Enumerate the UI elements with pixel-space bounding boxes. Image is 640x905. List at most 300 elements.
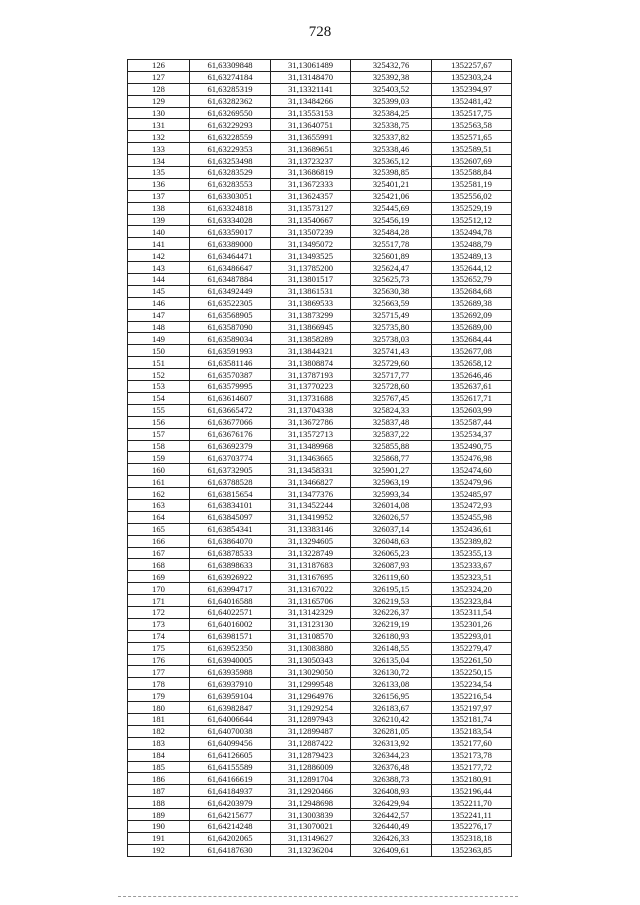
point-number-cell: 157 bbox=[128, 428, 190, 440]
point-number-cell: 143 bbox=[128, 262, 190, 274]
y-coordinate-cell: 1352652,79 bbox=[432, 274, 512, 286]
y-coordinate-cell: 1352234,54 bbox=[432, 678, 512, 690]
x-coordinate-cell: 325445,69 bbox=[351, 202, 432, 214]
y-coordinate-cell: 1352581,19 bbox=[432, 178, 512, 190]
table-row bbox=[128, 404, 512, 416]
table-row bbox=[128, 571, 512, 583]
table-row bbox=[128, 511, 512, 523]
point-number-cell: 164 bbox=[128, 511, 190, 523]
point-number-cell: 162 bbox=[128, 488, 190, 500]
longitude-cell: 31,13731688 bbox=[271, 392, 351, 404]
y-coordinate-cell: 1352279,47 bbox=[432, 642, 512, 654]
x-coordinate-cell: 325517,78 bbox=[351, 238, 432, 250]
longitude-cell: 31,13540667 bbox=[271, 214, 351, 226]
longitude-cell: 31,13785200 bbox=[271, 262, 351, 274]
y-coordinate-cell: 1352216,54 bbox=[432, 690, 512, 702]
point-number-cell: 152 bbox=[128, 369, 190, 381]
coordinates-table bbox=[127, 59, 512, 857]
y-coordinate-cell: 1352455,98 bbox=[432, 511, 512, 523]
longitude-cell: 31,13858289 bbox=[271, 333, 351, 345]
y-coordinate-cell: 1352276,17 bbox=[432, 821, 512, 833]
table-row bbox=[128, 678, 512, 690]
longitude-cell: 31,13463665 bbox=[271, 452, 351, 464]
latitude-cell: 61,63665472 bbox=[190, 404, 271, 416]
point-number-cell: 140 bbox=[128, 226, 190, 238]
latitude-cell: 61,63274184 bbox=[190, 71, 271, 83]
x-coordinate-cell: 326183,67 bbox=[351, 702, 432, 714]
point-number-cell: 150 bbox=[128, 345, 190, 357]
latitude-cell: 61,63389000 bbox=[190, 238, 271, 250]
table-row bbox=[128, 666, 512, 678]
longitude-cell: 31,13801517 bbox=[271, 274, 351, 286]
x-coordinate-cell: 326429,94 bbox=[351, 797, 432, 809]
latitude-cell: 61,64016588 bbox=[190, 595, 271, 607]
longitude-cell: 31,13507239 bbox=[271, 226, 351, 238]
longitude-cell: 31,13723237 bbox=[271, 155, 351, 167]
x-coordinate-cell: 325837,22 bbox=[351, 428, 432, 440]
table-row bbox=[128, 107, 512, 119]
y-coordinate-cell: 1352644,12 bbox=[432, 262, 512, 274]
y-coordinate-cell: 1352692,09 bbox=[432, 309, 512, 321]
table-row bbox=[128, 214, 512, 226]
table-row bbox=[128, 749, 512, 761]
longitude-cell: 31,13624357 bbox=[271, 190, 351, 202]
x-coordinate-cell: 325399,03 bbox=[351, 95, 432, 107]
longitude-cell: 31,12887422 bbox=[271, 737, 351, 749]
table-row bbox=[128, 523, 512, 535]
y-coordinate-cell: 1352183,54 bbox=[432, 725, 512, 737]
table-row bbox=[128, 725, 512, 737]
point-number-cell: 169 bbox=[128, 571, 190, 583]
table-row bbox=[128, 167, 512, 179]
longitude-cell: 31,13553153 bbox=[271, 107, 351, 119]
latitude-cell: 61,63229353 bbox=[190, 143, 271, 155]
table-row bbox=[128, 83, 512, 95]
longitude-cell: 31,13070021 bbox=[271, 821, 351, 833]
y-coordinate-cell: 1352261,50 bbox=[432, 654, 512, 666]
point-number-cell: 184 bbox=[128, 749, 190, 761]
latitude-cell: 61,63522305 bbox=[190, 297, 271, 309]
x-coordinate-cell: 326210,42 bbox=[351, 713, 432, 725]
longitude-cell: 31,13050343 bbox=[271, 654, 351, 666]
latitude-cell: 61,63864070 bbox=[190, 535, 271, 547]
longitude-cell: 31,12948698 bbox=[271, 797, 351, 809]
point-number-cell: 135 bbox=[128, 167, 190, 179]
latitude-cell: 61,63994717 bbox=[190, 583, 271, 595]
latitude-cell: 61,63937910 bbox=[190, 678, 271, 690]
point-number-cell: 148 bbox=[128, 321, 190, 333]
table-row bbox=[128, 559, 512, 571]
latitude-cell: 61,63940005 bbox=[190, 654, 271, 666]
latitude-cell: 61,63581146 bbox=[190, 357, 271, 369]
latitude-cell: 61,64022571 bbox=[190, 606, 271, 618]
y-coordinate-cell: 1352684,44 bbox=[432, 333, 512, 345]
longitude-cell: 31,13123130 bbox=[271, 618, 351, 630]
x-coordinate-cell: 326037,14 bbox=[351, 523, 432, 535]
y-coordinate-cell: 1352684,68 bbox=[432, 285, 512, 297]
point-number-cell: 178 bbox=[128, 678, 190, 690]
point-number-cell: 151 bbox=[128, 357, 190, 369]
x-coordinate-cell: 325630,38 bbox=[351, 285, 432, 297]
point-number-cell: 161 bbox=[128, 476, 190, 488]
x-coordinate-cell: 325421,06 bbox=[351, 190, 432, 202]
y-coordinate-cell: 1352658,12 bbox=[432, 357, 512, 369]
point-number-cell: 179 bbox=[128, 690, 190, 702]
table-row bbox=[128, 202, 512, 214]
longitude-cell: 31,13419952 bbox=[271, 511, 351, 523]
longitude-cell: 31,13149627 bbox=[271, 832, 351, 844]
longitude-cell: 31,13770223 bbox=[271, 381, 351, 393]
table-row bbox=[128, 274, 512, 286]
longitude-cell: 31,13321141 bbox=[271, 83, 351, 95]
longitude-cell: 31,13108570 bbox=[271, 630, 351, 642]
x-coordinate-cell: 325484,28 bbox=[351, 226, 432, 238]
table-row bbox=[128, 250, 512, 262]
y-coordinate-cell: 1352303,24 bbox=[432, 71, 512, 83]
point-number-cell: 130 bbox=[128, 107, 190, 119]
table-row bbox=[128, 499, 512, 511]
longitude-cell: 31,13808874 bbox=[271, 357, 351, 369]
point-number-cell: 153 bbox=[128, 381, 190, 393]
longitude-cell: 31,13142329 bbox=[271, 606, 351, 618]
latitude-cell: 61,63570387 bbox=[190, 369, 271, 381]
x-coordinate-cell: 326440,49 bbox=[351, 821, 432, 833]
table-row bbox=[128, 416, 512, 428]
table-row bbox=[128, 761, 512, 773]
x-coordinate-cell: 326376,48 bbox=[351, 761, 432, 773]
longitude-cell: 31,12999548 bbox=[271, 678, 351, 690]
point-number-cell: 129 bbox=[128, 95, 190, 107]
table-row bbox=[128, 844, 512, 856]
point-number-cell: 187 bbox=[128, 785, 190, 797]
point-number-cell: 127 bbox=[128, 71, 190, 83]
x-coordinate-cell: 326426,33 bbox=[351, 832, 432, 844]
latitude-cell: 61,63926922 bbox=[190, 571, 271, 583]
longitude-cell: 31,13704338 bbox=[271, 404, 351, 416]
point-number-cell: 188 bbox=[128, 797, 190, 809]
latitude-cell: 61,63845097 bbox=[190, 511, 271, 523]
y-coordinate-cell: 1352689,38 bbox=[432, 297, 512, 309]
point-number-cell: 170 bbox=[128, 583, 190, 595]
y-coordinate-cell: 1352363,85 bbox=[432, 844, 512, 856]
table-row bbox=[128, 381, 512, 393]
latitude-cell: 61,63282362 bbox=[190, 95, 271, 107]
table-row bbox=[128, 642, 512, 654]
latitude-cell: 61,63283553 bbox=[190, 178, 271, 190]
latitude-cell: 61,63834101 bbox=[190, 499, 271, 511]
latitude-cell: 61,63935988 bbox=[190, 666, 271, 678]
latitude-cell: 61,63982847 bbox=[190, 702, 271, 714]
table-row bbox=[128, 821, 512, 833]
point-number-cell: 158 bbox=[128, 440, 190, 452]
x-coordinate-cell: 326130,72 bbox=[351, 666, 432, 678]
x-coordinate-cell: 325432,76 bbox=[351, 60, 432, 72]
longitude-cell: 31,12897943 bbox=[271, 713, 351, 725]
y-coordinate-cell: 1352177,60 bbox=[432, 737, 512, 749]
x-coordinate-cell: 326226,37 bbox=[351, 606, 432, 618]
y-coordinate-cell: 1352324,20 bbox=[432, 583, 512, 595]
y-coordinate-cell: 1352603,99 bbox=[432, 404, 512, 416]
longitude-cell: 31,13686819 bbox=[271, 167, 351, 179]
latitude-cell: 61,63614607 bbox=[190, 392, 271, 404]
x-coordinate-cell: 326195,15 bbox=[351, 583, 432, 595]
longitude-cell: 31,13689651 bbox=[271, 143, 351, 155]
latitude-cell: 61,63952350 bbox=[190, 642, 271, 654]
x-coordinate-cell: 325337,82 bbox=[351, 131, 432, 143]
longitude-cell: 31,13167022 bbox=[271, 583, 351, 595]
table-row bbox=[128, 369, 512, 381]
y-coordinate-cell: 1352563,58 bbox=[432, 119, 512, 131]
point-number-cell: 136 bbox=[128, 178, 190, 190]
y-coordinate-cell: 1352534,37 bbox=[432, 428, 512, 440]
latitude-cell: 61,63309848 bbox=[190, 60, 271, 72]
x-coordinate-cell: 325837,48 bbox=[351, 416, 432, 428]
latitude-cell: 61,63591993 bbox=[190, 345, 271, 357]
latitude-cell: 61,63283529 bbox=[190, 167, 271, 179]
x-coordinate-cell: 326065,23 bbox=[351, 547, 432, 559]
latitude-cell: 61,64099456 bbox=[190, 737, 271, 749]
x-coordinate-cell: 326133,08 bbox=[351, 678, 432, 690]
point-number-cell: 173 bbox=[128, 618, 190, 630]
longitude-cell: 31,13873299 bbox=[271, 309, 351, 321]
y-coordinate-cell: 1352571,65 bbox=[432, 131, 512, 143]
footer-divider bbox=[118, 896, 518, 897]
latitude-cell: 61,63676176 bbox=[190, 428, 271, 440]
x-coordinate-cell: 325365,12 bbox=[351, 155, 432, 167]
table-row bbox=[128, 333, 512, 345]
y-coordinate-cell: 1352617,71 bbox=[432, 392, 512, 404]
latitude-cell: 61,63303051 bbox=[190, 190, 271, 202]
longitude-cell: 31,12899487 bbox=[271, 725, 351, 737]
y-coordinate-cell: 1352479,96 bbox=[432, 476, 512, 488]
x-coordinate-cell: 325855,88 bbox=[351, 440, 432, 452]
point-number-cell: 176 bbox=[128, 654, 190, 666]
longitude-cell: 31,13167695 bbox=[271, 571, 351, 583]
table-row bbox=[128, 262, 512, 274]
table-row bbox=[128, 71, 512, 83]
longitude-cell: 31,13029050 bbox=[271, 666, 351, 678]
longitude-cell: 31,12886009 bbox=[271, 761, 351, 773]
point-number-cell: 134 bbox=[128, 155, 190, 167]
x-coordinate-cell: 325456,19 bbox=[351, 214, 432, 226]
table-row bbox=[128, 702, 512, 714]
y-coordinate-cell: 1352589,51 bbox=[432, 143, 512, 155]
latitude-cell: 61,64184937 bbox=[190, 785, 271, 797]
y-coordinate-cell: 1352517,75 bbox=[432, 107, 512, 119]
latitude-cell: 61,63492449 bbox=[190, 285, 271, 297]
longitude-cell: 31,13236204 bbox=[271, 844, 351, 856]
y-coordinate-cell: 1352177,72 bbox=[432, 761, 512, 773]
x-coordinate-cell: 326344,23 bbox=[351, 749, 432, 761]
point-number-cell: 154 bbox=[128, 392, 190, 404]
y-coordinate-cell: 1352489,13 bbox=[432, 250, 512, 262]
point-number-cell: 182 bbox=[128, 725, 190, 737]
x-coordinate-cell: 326119,60 bbox=[351, 571, 432, 583]
x-coordinate-cell: 325601,89 bbox=[351, 250, 432, 262]
point-number-cell: 141 bbox=[128, 238, 190, 250]
x-coordinate-cell: 326048,63 bbox=[351, 535, 432, 547]
longitude-cell: 31,13495072 bbox=[271, 238, 351, 250]
table-row bbox=[128, 119, 512, 131]
table-row bbox=[128, 464, 512, 476]
longitude-cell: 31,13148470 bbox=[271, 71, 351, 83]
x-coordinate-cell: 325338,75 bbox=[351, 119, 432, 131]
y-coordinate-cell: 1352241,11 bbox=[432, 809, 512, 821]
longitude-cell: 31,13294605 bbox=[271, 535, 351, 547]
point-number-cell: 144 bbox=[128, 274, 190, 286]
x-coordinate-cell: 325728,60 bbox=[351, 381, 432, 393]
x-coordinate-cell: 325398,85 bbox=[351, 167, 432, 179]
longitude-cell: 31,13672786 bbox=[271, 416, 351, 428]
point-number-cell: 126 bbox=[128, 60, 190, 72]
x-coordinate-cell: 326148,55 bbox=[351, 642, 432, 654]
point-number-cell: 174 bbox=[128, 630, 190, 642]
x-coordinate-cell: 325767,45 bbox=[351, 392, 432, 404]
longitude-cell: 31,13452244 bbox=[271, 499, 351, 511]
table-row bbox=[128, 809, 512, 821]
table-row bbox=[128, 190, 512, 202]
longitude-cell: 31,13083880 bbox=[271, 642, 351, 654]
longitude-cell: 31,13477376 bbox=[271, 488, 351, 500]
latitude-cell: 61,63285319 bbox=[190, 83, 271, 95]
x-coordinate-cell: 325717,77 bbox=[351, 369, 432, 381]
latitude-cell: 61,63464471 bbox=[190, 250, 271, 262]
x-coordinate-cell: 325715,49 bbox=[351, 309, 432, 321]
y-coordinate-cell: 1352180,91 bbox=[432, 773, 512, 785]
y-coordinate-cell: 1352436,61 bbox=[432, 523, 512, 535]
y-coordinate-cell: 1352323,51 bbox=[432, 571, 512, 583]
y-coordinate-cell: 1352485,97 bbox=[432, 488, 512, 500]
latitude-cell: 61,64187630 bbox=[190, 844, 271, 856]
page-number: 728 bbox=[308, 24, 332, 40]
point-number-cell: 128 bbox=[128, 83, 190, 95]
longitude-cell: 31,13672333 bbox=[271, 178, 351, 190]
longitude-cell: 31,13869533 bbox=[271, 297, 351, 309]
longitude-cell: 31,13640751 bbox=[271, 119, 351, 131]
point-number-cell: 172 bbox=[128, 606, 190, 618]
x-coordinate-cell: 326180,93 bbox=[351, 630, 432, 642]
table-row bbox=[128, 143, 512, 155]
latitude-cell: 61,63228559 bbox=[190, 131, 271, 143]
y-coordinate-cell: 1352173,78 bbox=[432, 749, 512, 761]
latitude-cell: 61,63981571 bbox=[190, 630, 271, 642]
latitude-cell: 61,63568905 bbox=[190, 309, 271, 321]
y-coordinate-cell: 1352355,13 bbox=[432, 547, 512, 559]
longitude-cell: 31,12879423 bbox=[271, 749, 351, 761]
y-coordinate-cell: 1352488,79 bbox=[432, 238, 512, 250]
table-row bbox=[128, 345, 512, 357]
table-row bbox=[128, 95, 512, 107]
x-coordinate-cell: 325824,33 bbox=[351, 404, 432, 416]
y-coordinate-cell: 1352646,46 bbox=[432, 369, 512, 381]
latitude-cell: 61,63334028 bbox=[190, 214, 271, 226]
table-row bbox=[128, 618, 512, 630]
latitude-cell: 61,63269550 bbox=[190, 107, 271, 119]
longitude-cell: 31,13187683 bbox=[271, 559, 351, 571]
table-row bbox=[128, 583, 512, 595]
longitude-cell: 31,13228749 bbox=[271, 547, 351, 559]
table-row bbox=[128, 155, 512, 167]
longitude-cell: 31,12929254 bbox=[271, 702, 351, 714]
table-row bbox=[128, 832, 512, 844]
table-row bbox=[128, 285, 512, 297]
y-coordinate-cell: 1352689,00 bbox=[432, 321, 512, 333]
latitude-cell: 61,64214248 bbox=[190, 821, 271, 833]
longitude-cell: 31,13655991 bbox=[271, 131, 351, 143]
x-coordinate-cell: 326156,95 bbox=[351, 690, 432, 702]
table-row bbox=[128, 606, 512, 618]
longitude-cell: 31,12920466 bbox=[271, 785, 351, 797]
point-number-cell: 167 bbox=[128, 547, 190, 559]
y-coordinate-cell: 1352476,98 bbox=[432, 452, 512, 464]
y-coordinate-cell: 1352481,42 bbox=[432, 95, 512, 107]
y-coordinate-cell: 1352588,84 bbox=[432, 167, 512, 179]
table-row bbox=[128, 713, 512, 725]
latitude-cell: 61,64215677 bbox=[190, 809, 271, 821]
x-coordinate-cell: 325338,46 bbox=[351, 143, 432, 155]
x-coordinate-cell: 326135,04 bbox=[351, 654, 432, 666]
latitude-cell: 61,64006644 bbox=[190, 713, 271, 725]
latitude-cell: 61,63677066 bbox=[190, 416, 271, 428]
table-row bbox=[128, 476, 512, 488]
longitude-cell: 31,13484266 bbox=[271, 95, 351, 107]
table-row bbox=[128, 60, 512, 72]
point-number-cell: 149 bbox=[128, 333, 190, 345]
table-row bbox=[128, 690, 512, 702]
y-coordinate-cell: 1352529,19 bbox=[432, 202, 512, 214]
point-number-cell: 183 bbox=[128, 737, 190, 749]
latitude-cell: 61,64070038 bbox=[190, 725, 271, 737]
longitude-cell: 31,13466827 bbox=[271, 476, 351, 488]
y-coordinate-cell: 1352323,84 bbox=[432, 595, 512, 607]
latitude-cell: 61,63878533 bbox=[190, 547, 271, 559]
table-row bbox=[128, 238, 512, 250]
x-coordinate-cell: 326281,05 bbox=[351, 725, 432, 737]
y-coordinate-cell: 1352587,44 bbox=[432, 416, 512, 428]
y-coordinate-cell: 1352196,44 bbox=[432, 785, 512, 797]
table-row bbox=[128, 297, 512, 309]
longitude-cell: 31,13844321 bbox=[271, 345, 351, 357]
table-row bbox=[128, 440, 512, 452]
latitude-cell: 61,63898633 bbox=[190, 559, 271, 571]
point-number-cell: 171 bbox=[128, 595, 190, 607]
longitude-cell: 31,13458331 bbox=[271, 464, 351, 476]
point-number-cell: 192 bbox=[128, 844, 190, 856]
latitude-cell: 61,63486647 bbox=[190, 262, 271, 274]
table-row bbox=[128, 535, 512, 547]
x-coordinate-cell: 326388,73 bbox=[351, 773, 432, 785]
latitude-cell: 61,63587090 bbox=[190, 321, 271, 333]
point-number-cell: 190 bbox=[128, 821, 190, 833]
x-coordinate-cell: 325735,80 bbox=[351, 321, 432, 333]
point-number-cell: 142 bbox=[128, 250, 190, 262]
x-coordinate-cell: 325729,60 bbox=[351, 357, 432, 369]
x-coordinate-cell: 325392,38 bbox=[351, 71, 432, 83]
longitude-cell: 31,12891704 bbox=[271, 773, 351, 785]
table-row bbox=[128, 321, 512, 333]
point-number-cell: 165 bbox=[128, 523, 190, 535]
longitude-cell: 31,13165706 bbox=[271, 595, 351, 607]
x-coordinate-cell: 325901,27 bbox=[351, 464, 432, 476]
latitude-cell: 61,63589034 bbox=[190, 333, 271, 345]
y-coordinate-cell: 1352181,74 bbox=[432, 713, 512, 725]
longitude-cell: 31,13493525 bbox=[271, 250, 351, 262]
coordinates-table-container bbox=[127, 59, 512, 857]
latitude-cell: 61,64126605 bbox=[190, 749, 271, 761]
table-row bbox=[128, 392, 512, 404]
table-row bbox=[128, 547, 512, 559]
longitude-cell: 31,13573127 bbox=[271, 202, 351, 214]
